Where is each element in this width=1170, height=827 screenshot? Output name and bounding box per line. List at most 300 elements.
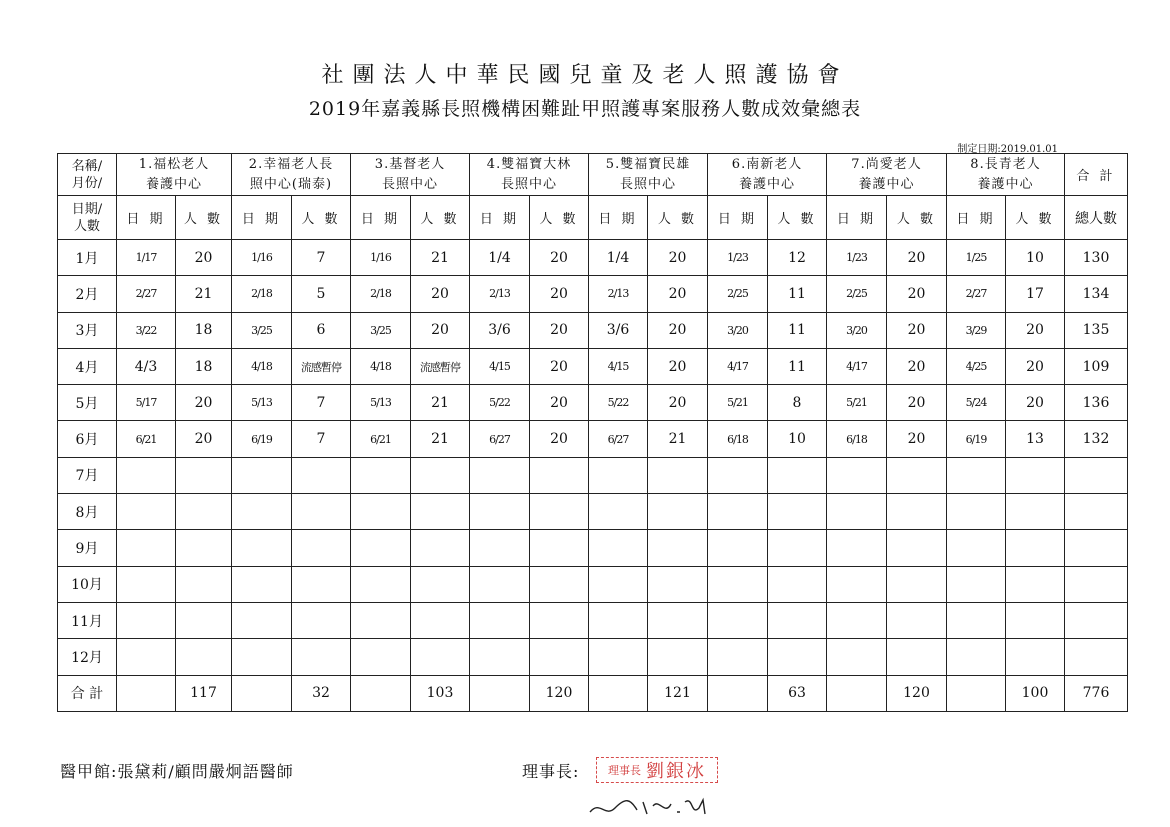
date-cell	[470, 602, 530, 638]
institution-name: 照中心(瑞泰)	[249, 176, 333, 192]
count-cell: 18	[176, 348, 232, 384]
date-cell: 1/23	[708, 240, 768, 276]
count-cell: 20	[176, 421, 232, 457]
date-col-header: 日 期	[589, 196, 648, 240]
subheader-row	[58, 196, 1128, 240]
count-cell: 11	[768, 348, 827, 384]
count-cell	[1006, 494, 1065, 530]
date-cell	[708, 457, 768, 493]
date-cell	[470, 639, 530, 675]
date-cell	[351, 566, 411, 602]
month-label: 11月	[58, 602, 117, 638]
date-cell: 1/25	[947, 240, 1006, 276]
date-cell	[708, 602, 768, 638]
count-cell	[292, 494, 351, 530]
institution-name: 長照中心	[500, 176, 557, 192]
count-cell	[768, 602, 827, 638]
date-cell: 6/21	[117, 421, 176, 457]
total-header: 合 計	[1065, 154, 1128, 196]
date-cell: 5/17	[117, 385, 176, 421]
total-cell: 130	[1065, 240, 1128, 276]
total-cell: 776	[1065, 675, 1128, 711]
date-cell: 4/17	[708, 348, 768, 384]
date-cell: 5/24	[947, 385, 1006, 421]
date-cell: 1/4	[470, 240, 530, 276]
date-cell: 4/18	[351, 348, 411, 384]
institution-header	[708, 154, 827, 196]
count-cell: 11	[768, 276, 827, 312]
summary-table	[57, 153, 1128, 712]
count-cell	[176, 566, 232, 602]
institution-header	[351, 154, 470, 196]
count-cell: 103	[411, 675, 470, 711]
institution-name: 8.長青老人	[970, 156, 1041, 172]
date-cell: 5/13	[232, 385, 292, 421]
date-cell: 1/16	[351, 240, 411, 276]
count-col-header: 人 數	[887, 196, 947, 240]
date-cell	[232, 675, 292, 711]
count-cell: 20	[1006, 312, 1065, 348]
count-cell	[1006, 639, 1065, 675]
institution-header	[117, 154, 232, 196]
count-cell: 8	[768, 385, 827, 421]
count-col-header: 人 數	[1006, 196, 1065, 240]
month-label: 12月	[58, 639, 117, 675]
count-cell: 20	[887, 421, 947, 457]
count-cell	[292, 457, 351, 493]
institution-name: 2.幸福老人長	[248, 156, 334, 172]
count-cell	[530, 494, 589, 530]
date-cell	[470, 530, 530, 566]
count-cell: 7	[292, 385, 351, 421]
count-cell	[768, 494, 827, 530]
date-cell: 1/16	[232, 240, 292, 276]
sum-row	[58, 675, 1128, 711]
date-cell: 6/19	[232, 421, 292, 457]
count-cell: 20	[530, 421, 589, 457]
sum-label: 合 計	[58, 675, 117, 711]
count-cell: 12	[768, 240, 827, 276]
date-cell: 3/22	[117, 312, 176, 348]
count-cell	[530, 602, 589, 638]
date-cell: 6/27	[470, 421, 530, 457]
page-title: 社團法人中華民國兒童及老人照護協會	[321, 63, 849, 88]
count-cell: 11	[768, 312, 827, 348]
month-row	[58, 312, 1128, 348]
date-cell	[947, 675, 1006, 711]
count-cell: 63	[768, 675, 827, 711]
date-cell	[351, 639, 411, 675]
date-cell	[351, 675, 411, 711]
institution-name: 養護中心	[858, 176, 915, 192]
date-cell: 3/20	[708, 312, 768, 348]
date-cell	[589, 457, 648, 493]
count-cell	[530, 457, 589, 493]
count-cell	[648, 530, 708, 566]
date-col-header: 日 期	[232, 196, 292, 240]
date-cell	[117, 602, 176, 638]
count-cell: 21	[176, 276, 232, 312]
date-cell: 3/25	[351, 312, 411, 348]
date-cell: 5/21	[708, 385, 768, 421]
handwritten-date	[585, 790, 715, 820]
count-cell: 20	[530, 348, 589, 384]
count-cell: 20	[648, 385, 708, 421]
count-cell: 20	[648, 240, 708, 276]
count-cell: 117	[176, 675, 232, 711]
count-cell	[530, 639, 589, 675]
count-cell: 20	[887, 276, 947, 312]
date-cell	[470, 457, 530, 493]
month-label: 5月	[58, 385, 117, 421]
total-cell: 136	[1065, 385, 1128, 421]
month-row	[58, 602, 1128, 638]
date-cell	[827, 566, 887, 602]
count-cell	[176, 639, 232, 675]
count-cell: 20	[530, 385, 589, 421]
date-col-header: 日 期	[117, 196, 176, 240]
month-row	[58, 566, 1128, 602]
date-cell	[947, 530, 1006, 566]
seal-name: 劉銀冰	[646, 761, 706, 782]
month-label: 3月	[58, 312, 117, 348]
month-row	[58, 457, 1128, 493]
count-cell	[176, 457, 232, 493]
date-cell: 2/27	[947, 276, 1006, 312]
total-cell: 132	[1065, 421, 1128, 457]
date-cell: 4/18	[232, 348, 292, 384]
date-cell: 4/25	[947, 348, 1006, 384]
count-cell: 7	[292, 421, 351, 457]
count-cell: 10	[1006, 240, 1065, 276]
count-cell	[887, 457, 947, 493]
count-cell: 121	[648, 675, 708, 711]
total-cell: 134	[1065, 276, 1128, 312]
total-cell	[1065, 457, 1128, 493]
count-cell	[411, 639, 470, 675]
count-cell	[648, 602, 708, 638]
date-cell: 2/13	[470, 276, 530, 312]
date-cell	[947, 566, 1006, 602]
date-cell	[232, 494, 292, 530]
count-cell: 20	[887, 385, 947, 421]
date-cell: 2/25	[708, 276, 768, 312]
count-cell: 20	[1006, 348, 1065, 384]
month-row	[58, 639, 1128, 675]
total-cell	[1065, 566, 1128, 602]
date-cell	[589, 530, 648, 566]
count-cell	[176, 602, 232, 638]
count-cell	[1006, 566, 1065, 602]
count-cell	[648, 457, 708, 493]
date-cell	[232, 639, 292, 675]
institution-header	[232, 154, 351, 196]
date-cell	[947, 602, 1006, 638]
month-row	[58, 276, 1128, 312]
count-cell: 20	[530, 276, 589, 312]
count-cell: 20	[648, 312, 708, 348]
count-cell: 21	[411, 385, 470, 421]
corner-header-bottom	[58, 196, 117, 240]
count-cell: 20	[176, 240, 232, 276]
institution-header	[947, 154, 1065, 196]
month-label: 1月	[58, 240, 117, 276]
date-col-header: 日 期	[351, 196, 411, 240]
count-cell: 20	[411, 312, 470, 348]
count-cell: 20	[176, 385, 232, 421]
corner-label: 月份/	[71, 175, 103, 191]
count-col-header: 人 數	[411, 196, 470, 240]
count-col-header: 人 數	[648, 196, 708, 240]
count-cell	[768, 639, 827, 675]
count-col-header: 人 數	[292, 196, 351, 240]
count-cell: 20	[887, 240, 947, 276]
date-cell	[117, 530, 176, 566]
count-cell: 21	[411, 240, 470, 276]
date-col-header: 日 期	[708, 196, 768, 240]
count-col-header: 人 數	[176, 196, 232, 240]
date-cell	[232, 566, 292, 602]
count-cell: 20	[530, 312, 589, 348]
date-cell	[117, 675, 176, 711]
total-cell: 109	[1065, 348, 1128, 384]
chair-seal	[596, 757, 718, 783]
corner-label: 人數	[73, 218, 100, 234]
count-cell	[648, 494, 708, 530]
date-cell	[947, 457, 1006, 493]
institution-name: 3.基督老人	[374, 156, 446, 172]
month-label: 6月	[58, 421, 117, 457]
count-cell	[768, 457, 827, 493]
count-cell: 6	[292, 312, 351, 348]
date-cell	[589, 602, 648, 638]
date-cell	[589, 566, 648, 602]
month-row	[58, 348, 1128, 384]
footer-chair-label: 理事長:	[522, 762, 580, 781]
total-people-header: 總人數	[1065, 196, 1128, 240]
date-cell	[117, 639, 176, 675]
total-cell	[1065, 530, 1128, 566]
date-cell	[470, 675, 530, 711]
count-cell: 7	[292, 240, 351, 276]
date-cell: 1/23	[827, 240, 887, 276]
institution-header	[827, 154, 947, 196]
date-cell	[947, 494, 1006, 530]
date-cell	[827, 530, 887, 566]
institution-name: 6.南新老人	[731, 156, 803, 172]
count-cell	[176, 494, 232, 530]
count-cell: 20	[411, 276, 470, 312]
date-cell: 2/13	[589, 276, 648, 312]
date-cell	[589, 675, 648, 711]
count-cell: 20	[648, 276, 708, 312]
date-cell: 5/22	[589, 385, 648, 421]
count-cell	[411, 457, 470, 493]
count-cell	[411, 530, 470, 566]
date-cell: 2/18	[351, 276, 411, 312]
month-label: 4月	[58, 348, 117, 384]
count-col-header: 人 數	[768, 196, 827, 240]
count-cell	[1006, 602, 1065, 638]
month-row	[58, 385, 1128, 421]
institution-name: 4.雙福寶大林	[486, 156, 572, 172]
date-cell	[827, 602, 887, 638]
date-cell	[827, 639, 887, 675]
date-cell: 1/4	[589, 240, 648, 276]
date-cell	[827, 457, 887, 493]
total-cell: 135	[1065, 312, 1128, 348]
date-cell	[708, 675, 768, 711]
date-cell	[470, 494, 530, 530]
month-label: 10月	[58, 566, 117, 602]
institution-name: 長照中心	[381, 176, 438, 192]
date-cell: 1/17	[117, 240, 176, 276]
count-cell	[887, 566, 947, 602]
count-cell: 120	[530, 675, 589, 711]
count-cell: 18	[176, 312, 232, 348]
month-row	[58, 494, 1128, 530]
institution-name: 養護中心	[977, 176, 1034, 192]
month-label: 7月	[58, 457, 117, 493]
date-cell	[708, 566, 768, 602]
institution-header	[470, 154, 589, 196]
corner-header-top	[58, 154, 117, 196]
date-cell	[708, 494, 768, 530]
month-row	[58, 530, 1128, 566]
date-cell	[947, 639, 1006, 675]
date-cell: 5/13	[351, 385, 411, 421]
count-cell: 10	[768, 421, 827, 457]
count-cell	[176, 530, 232, 566]
date-cell: 6/27	[589, 421, 648, 457]
count-cell: 流感暫停	[292, 348, 351, 384]
date-cell: 4/3	[117, 348, 176, 384]
corner-label: 日期/	[71, 201, 103, 217]
institution-name: 5.雙福寶民雄	[605, 156, 691, 172]
date-cell	[708, 639, 768, 675]
month-label: 8月	[58, 494, 117, 530]
count-cell	[1006, 530, 1065, 566]
seal-title: 理事長	[608, 764, 641, 777]
date-cell	[470, 566, 530, 602]
month-row	[58, 421, 1128, 457]
date-cell: 3/6	[470, 312, 530, 348]
count-cell	[530, 566, 589, 602]
date-cell	[117, 494, 176, 530]
date-cell	[351, 530, 411, 566]
count-cell: 20	[530, 240, 589, 276]
count-cell	[411, 602, 470, 638]
count-cell	[411, 494, 470, 530]
date-cell: 6/19	[947, 421, 1006, 457]
count-cell: 32	[292, 675, 351, 711]
institution-name: 養護中心	[145, 176, 202, 192]
date-cell: 5/21	[827, 385, 887, 421]
date-cell	[827, 675, 887, 711]
month-label: 9月	[58, 530, 117, 566]
institution-header	[589, 154, 708, 196]
count-cell: 流感暫停	[411, 348, 470, 384]
count-cell	[887, 530, 947, 566]
date-cell	[351, 494, 411, 530]
date-cell	[589, 494, 648, 530]
date-cell	[351, 602, 411, 638]
count-cell	[648, 566, 708, 602]
footer-staff: 醫甲館:張黛莉/顧問嚴炯語醫師	[60, 762, 294, 781]
date-cell	[351, 457, 411, 493]
date-cell: 3/6	[589, 312, 648, 348]
count-cell	[1006, 457, 1065, 493]
total-cell	[1065, 602, 1128, 638]
institution-name: 養護中心	[738, 176, 795, 192]
count-cell	[887, 494, 947, 530]
date-cell: 3/29	[947, 312, 1006, 348]
count-cell	[292, 602, 351, 638]
count-cell: 100	[1006, 675, 1065, 711]
count-cell	[768, 530, 827, 566]
count-cell: 20	[887, 312, 947, 348]
header-row	[58, 154, 1128, 196]
count-cell	[292, 639, 351, 675]
count-cell	[292, 566, 351, 602]
month-label: 2月	[58, 276, 117, 312]
date-cell	[232, 457, 292, 493]
date-cell: 4/15	[470, 348, 530, 384]
corner-label: 名稱/	[71, 158, 103, 174]
count-cell: 20	[887, 348, 947, 384]
count-cell	[292, 530, 351, 566]
date-cell: 6/18	[708, 421, 768, 457]
count-cell: 17	[1006, 276, 1065, 312]
date-cell	[117, 457, 176, 493]
count-cell: 5	[292, 276, 351, 312]
date-cell	[117, 566, 176, 602]
count-cell	[887, 639, 947, 675]
signature-stroke	[590, 800, 705, 814]
date-col-header: 日 期	[947, 196, 1006, 240]
institution-name: 長照中心	[619, 176, 676, 192]
date-col-header: 日 期	[470, 196, 530, 240]
date-cell: 4/17	[827, 348, 887, 384]
date-label: 制定日期:2019.01.01	[957, 144, 1058, 155]
count-cell: 13	[1006, 421, 1065, 457]
month-row	[58, 240, 1128, 276]
total-cell	[1065, 494, 1128, 530]
count-cell: 21	[411, 421, 470, 457]
count-cell: 21	[648, 421, 708, 457]
count-cell	[411, 566, 470, 602]
date-cell	[708, 530, 768, 566]
count-cell: 20	[1006, 385, 1065, 421]
date-cell: 3/20	[827, 312, 887, 348]
date-cell: 3/25	[232, 312, 292, 348]
page-subtitle: 2019年嘉義縣長照機構困難趾甲照護專案服務人數成效彙總表	[308, 98, 862, 120]
date-cell	[232, 602, 292, 638]
date-cell: 2/18	[232, 276, 292, 312]
count-cell	[768, 566, 827, 602]
count-col-header: 人 數	[530, 196, 589, 240]
date-col-header: 日 期	[827, 196, 887, 240]
count-cell	[887, 602, 947, 638]
institution-name: 1.福松老人	[138, 156, 210, 172]
date-cell	[827, 494, 887, 530]
date-cell: 6/18	[827, 421, 887, 457]
date-cell: 2/27	[117, 276, 176, 312]
total-cell	[1065, 639, 1128, 675]
date-cell: 5/22	[470, 385, 530, 421]
count-cell: 20	[648, 348, 708, 384]
institution-name: 7.尚愛老人	[851, 156, 922, 172]
